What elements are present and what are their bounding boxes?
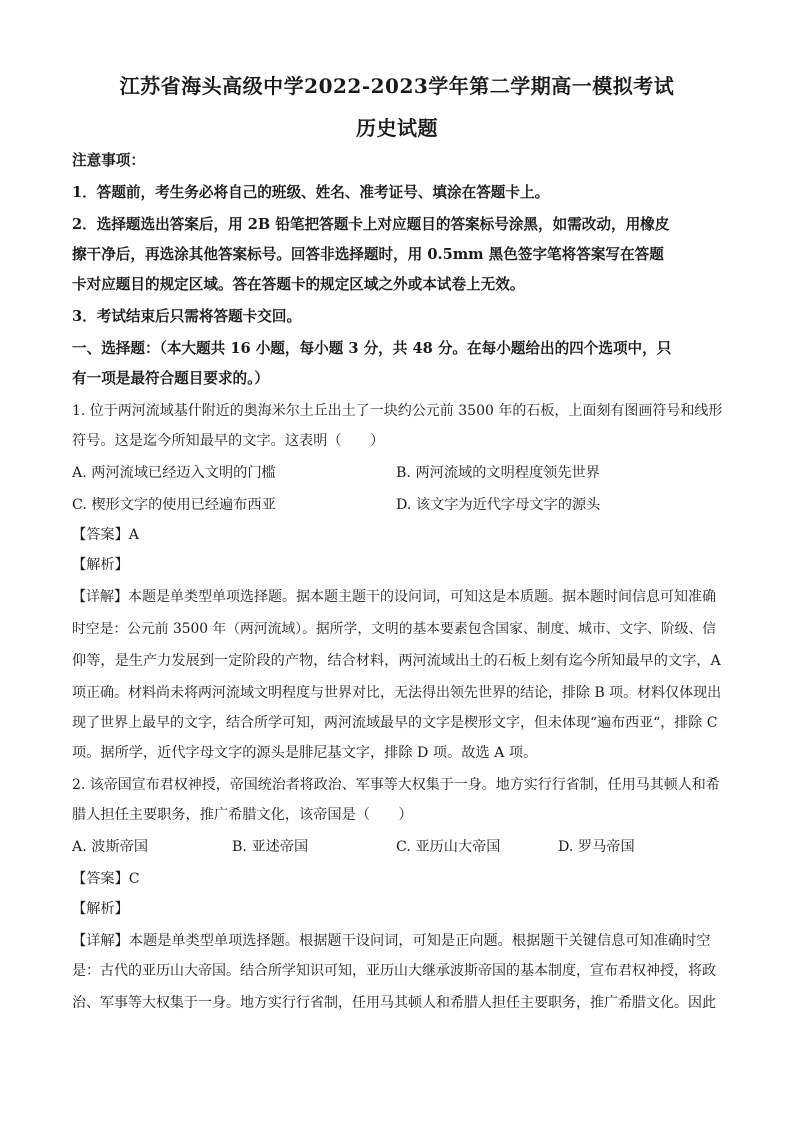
q1-detail-line-3: 仰等，是生产力发展到一定阶段的产物，结合材料，两河流域出土的石板上刻有迄今所知最早的文字，A [72, 653, 721, 669]
q2-detail-line-1: 【详解】本题是单类型单项选择题。根据题干设问词，可知是正向题。根据题干关键信息可知准确时空 [72, 933, 711, 949]
q1-analysis-label: 【解析】 [72, 557, 129, 573]
section-heading-line-1: 一、选择题：（本大题共 16 小题，每小题 3 分，共 48 分。在每小题给出的四个选项中，只 [72, 340, 672, 357]
notice-line-5: 3．考试结束后只需将答题卡交回。 [72, 308, 302, 325]
q2-option-a: A. 波斯帝国 [72, 839, 149, 855]
notice-heading: 注意事项： [72, 152, 145, 169]
notice-line-4: 卡对应题目的规定区域。答在答题卡的规定区域之外或本试卷上无效。 [72, 276, 525, 293]
q2-stem-line-1: 2. 该帝国宣布君权神授，帝国统治者将政治、军事等大权集于一身。地方实行行省制，任用马其顿人和希 [72, 777, 720, 793]
notice-line-1: 1．答题前，考生务必将自己的班级、姓名、准考证号、填涂在答题卡上。 [72, 184, 550, 201]
q1-detail-line-4: 项正确。材料尚未将两河流域文明程度与世界对比，无法得出领先世界的结论，排除 B 项。材料仅体现出 [72, 685, 722, 701]
q1-detail-line-5: 现了世界上最早的文字，结合所学可知，两河流域最早的文字是楔形文字，但未体现“遍布西亚“，排除 C [72, 715, 718, 731]
section-heading-line-2: 有一项是最符合题目要求的。） [72, 370, 270, 387]
notice-line-2: 2．选择题选出答案后，用 2B 铅笔把答题卡上对应题目的答案标号涂黑，如需改动，用橡皮 [72, 216, 670, 233]
q2-stem-line-2: 腊人担任主要职务，推广希腊文化，该帝国是（ ） [72, 807, 413, 823]
q1-detail-line-6: 项。据所学，近代字母文字的源头是腓尼基文字，排除 D 项。故选 A 项。 [72, 745, 538, 761]
notice-line-3: 擦干净后，再选涂其他答案标号。回答非选择题时，用 0.5mm 黑色签字笔将答案写在答题 [72, 246, 664, 263]
q2-answer: 【答案】C [72, 871, 140, 887]
q1-detail-line-2: 时空是：公元前 3500 年（两河流域）。据所学，文明的基本要素包含国家、制度、城市、文字、阶级、信 [72, 621, 717, 637]
q2-option-d: D. 罗马帝国 [558, 839, 635, 855]
q1-answer: 【答案】A [72, 527, 139, 543]
q2-option-b: B. 亚述帝国 [232, 839, 309, 855]
q1-option-a: A. 两河流域已经迈入文明的门槛 [72, 465, 276, 481]
exam-subtitle: 历史试题 [356, 116, 438, 140]
exam-title: 江苏省海头高级中学2022-2023学年第二学期高一模拟考试 [119, 74, 675, 98]
q1-stem-line-2: 符号。这是迄今所知最早的文字。这表明（ ） [72, 433, 385, 449]
q2-option-c: C. 亚历山大帝国 [396, 839, 501, 855]
q1-stem-line-1: 1. 位于两河流域基什附近的奥海米尔土丘出土了一块约公元前 3500 年的石板，上面刻有图画符号和线形 [72, 403, 723, 419]
q1-option-b: B. 两河流域的文明程度领先世界 [396, 465, 600, 481]
q2-detail-line-2: 是：古代的亚历山大帝国。结合所学知识可知，亚历山大继承波斯帝国的基本制度，宣布君权神授，将政 [72, 963, 716, 979]
q1-option-c: C. 楔形文字的使用已经遍布西亚 [72, 497, 276, 513]
q2-detail-line-3: 治、军事等大权集于一身。地方实行行省制，任用马其顿人和希腊人担任主要职务，推广希腊文化。因此 [72, 995, 716, 1011]
q1-detail-line-1: 【详解】本题是单类型单项选择题。据本题主题干的设问词，可知这是本质题。据本题时间信息可知准确 [72, 589, 716, 605]
q1-option-d: D. 该文字为近代字母文字的源头 [396, 497, 601, 513]
q2-analysis-label: 【解析】 [72, 901, 129, 917]
